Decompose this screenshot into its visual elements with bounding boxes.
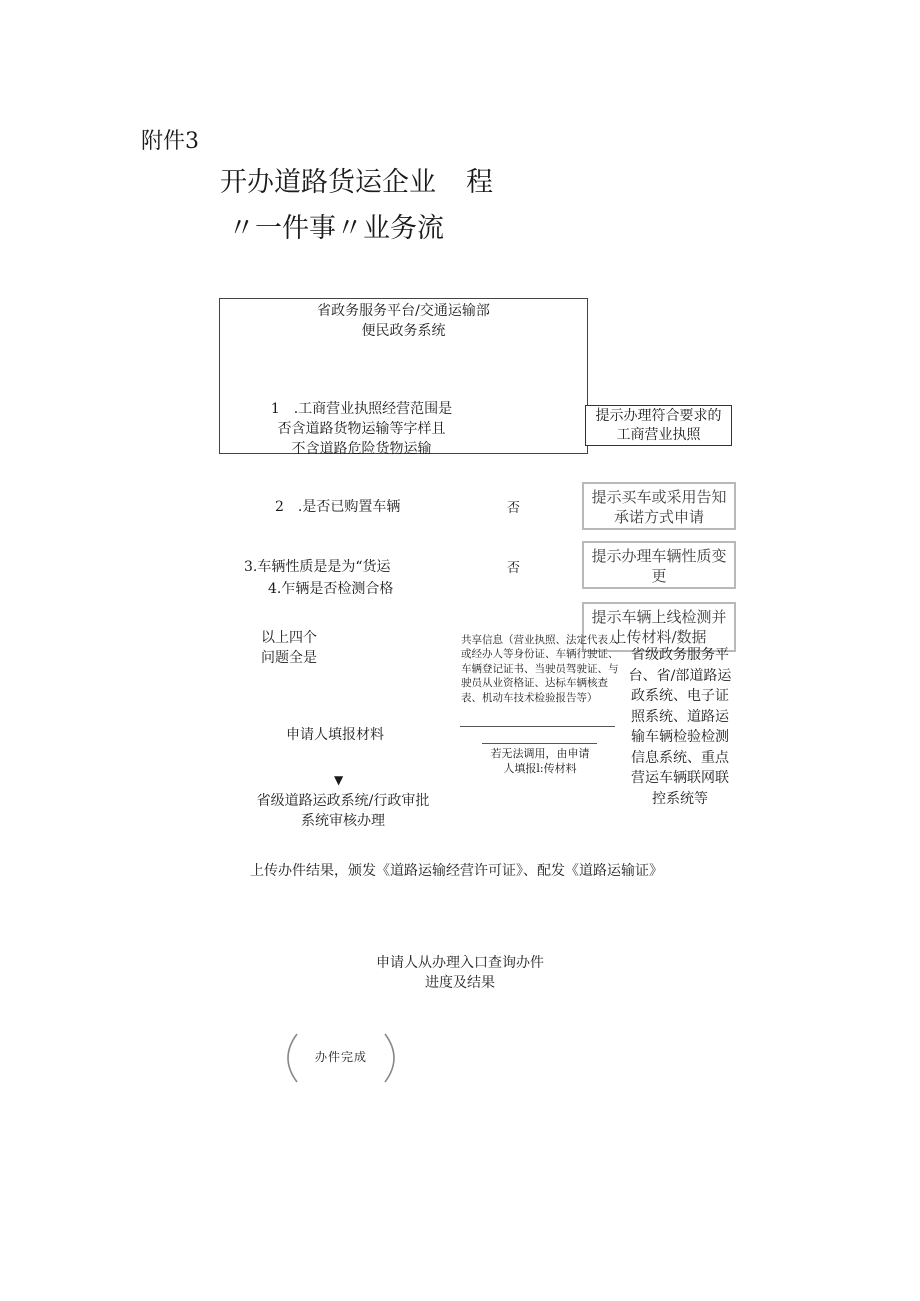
question-3-no: 否 [507, 561, 521, 576]
hint2-line1: 提示买车或采用告知 [591, 488, 727, 506]
title-line1-part-a: 开办道路货运企业 [220, 167, 436, 198]
fallback-line1: 若无法调用，由申请 [490, 747, 590, 760]
shared-info-text: 共享信息（营业执照、法定代表人或经办人等身份证、车辆行驶证、车辆登记证书、当驶员驾驶证、与驶员从业资格证、达标车辆核查表、机动车技术检验报告等） [461, 634, 619, 704]
step-upload-result: 上传办件结果，颁发《道路运输经营许可证》、配发《道路运输证》 [250, 863, 663, 879]
fallback-note [478, 746, 602, 776]
question-1-line3: 不含道路危险货物运输 [291, 441, 432, 457]
hint3-line1: 提示办理车辆性质变 [591, 547, 727, 565]
question-1-line2: 否含道路货物运输等字样且 [277, 421, 446, 437]
question-4: 4.乍辆是否检测合格 [268, 581, 394, 597]
fallback-divider [482, 743, 597, 744]
hint1-line2: 工商营业执照 [616, 427, 701, 443]
hint1-line1: 提示办理符合要求的 [595, 408, 722, 424]
hint4-line2: 上传材料/数据 [611, 628, 707, 646]
all-yes-line2: 问题全是 [261, 650, 317, 666]
platform-title-line1: 省政务服务平台/交通运输部 [317, 303, 490, 319]
step-review [243, 791, 443, 831]
shared-info-divider [460, 726, 615, 727]
question-1 [256, 399, 467, 459]
fallback-line2: 人填报l:传材料 [503, 762, 577, 775]
platform-box [219, 298, 588, 457]
platform-title-line2: 便民政务系统 [361, 323, 446, 339]
all-yes-label [261, 628, 341, 668]
hint3-line2: 更 [651, 567, 667, 585]
question-3: 3.车辆性质是是为“货运 [244, 559, 391, 575]
done-terminator [277, 1031, 405, 1085]
hint-business-license [585, 405, 732, 446]
arrow-down-icon: ▼ [334, 773, 344, 787]
hint4-line1: 提示车辆上线检测并 [591, 608, 727, 626]
done-label: 办件完成 [314, 1050, 367, 1064]
query-line1: 申请人从办理入口查询办件 [376, 955, 544, 971]
platform-box-title [220, 301, 587, 341]
question-2-no: 否 [507, 501, 521, 516]
page-title-line1 [220, 160, 493, 199]
hint-vehicle-nature-change [582, 541, 736, 589]
page-title-line2: 〃一件事〃业务流 [228, 213, 444, 244]
question-1-line1: 1 .工商营业执照经营范围是 [270, 401, 453, 417]
systems-list: 省级政务服务平台、省/部道路运政系统、电子证照系统、道路运输车辆检验检测信息系统、重点营运车辆联网联控系统等 [628, 647, 732, 807]
question-2: 2 .是否已购置车辆 [275, 499, 401, 515]
all-yes-line1: 以上四个 [261, 630, 317, 646]
review-line1: 省级道路运政系统/行政审批 [256, 793, 430, 809]
query-line2: 进度及结果 [425, 975, 495, 991]
hint2-line2: 承诺方式申请 [613, 508, 704, 526]
title-line1-part-b: 程 [466, 167, 493, 198]
attachment-label: 附件3 [141, 129, 199, 154]
hint-purchase-vehicle [582, 482, 736, 530]
step-fill-materials: 申请人填报材料 [286, 727, 384, 743]
review-line2: 系统审核办理 [301, 813, 385, 829]
step-query-progress [345, 953, 575, 993]
